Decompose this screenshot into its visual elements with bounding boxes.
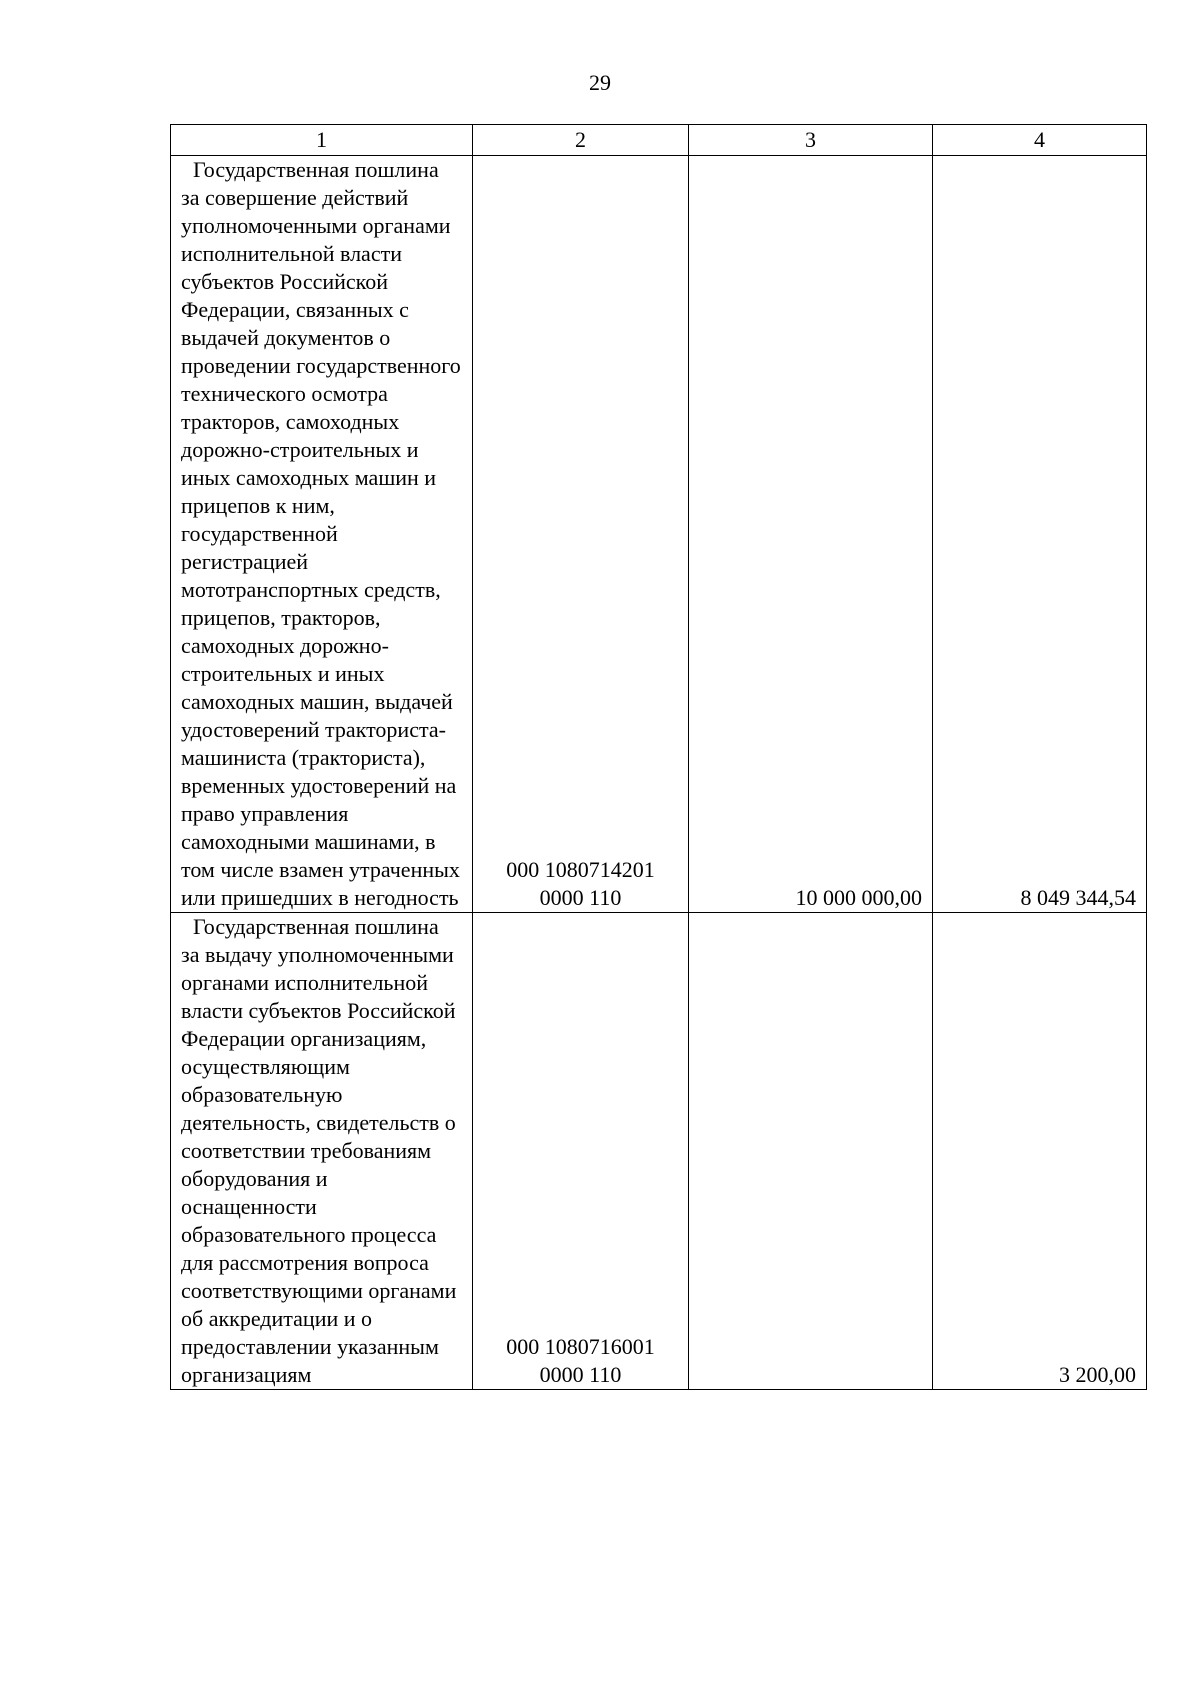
row-code: 000 1080716001 0000 110: [473, 913, 689, 1390]
row-amount-col4: 3 200,00: [933, 913, 1147, 1390]
budget-table: [170, 124, 1147, 1390]
table-row: [171, 156, 1147, 913]
row-name: Государственная пошлина за выдачу уполномоченными органами исполнительной власти субъектов Российской Федерации организациям, осуществляющим образовательную деятельность, свидетельств о соответствии требованиям оборудования и оснащенности образовательного процесса для рассмотрения вопроса соответствующими органами об аккредитации и о предоставлении указанным организациям: [171, 913, 473, 1390]
page-number: 29: [589, 70, 611, 95]
column-header-1: 1: [171, 125, 473, 156]
column-header-4: 4: [933, 125, 1147, 156]
row-name: Государственная пошлина за совершение действий уполномоченными органами исполнительной власти субъектов Российской Федерации, связанных с выдачей документов о проведении государственного технического осмотра тракторов, самоходных дорожно-строительных и иных самоходных машин и прицепов к ним, государственной регистрацией мототранспортных средств, прицепов, тракторов, самоходных дорожно-строительных и иных самоходных машин, выдачей удостоверений тракториста-машиниста (тракториста), временных удостоверений на право управления самоходными машинами, в том числе взамен утраченных или пришедших в негодность: [171, 156, 473, 913]
row-code: 000 1080714201 0000 110: [473, 156, 689, 913]
row-amount-col3: 10 000 000,00: [689, 156, 933, 913]
column-header-3: 3: [689, 125, 933, 156]
table-header-row: [171, 125, 1147, 156]
column-header-2: 2: [473, 125, 689, 156]
table-row: [171, 913, 1147, 1390]
row-amount-col4: 8 049 344,54: [933, 156, 1147, 913]
row-amount-col3: [689, 913, 933, 1390]
